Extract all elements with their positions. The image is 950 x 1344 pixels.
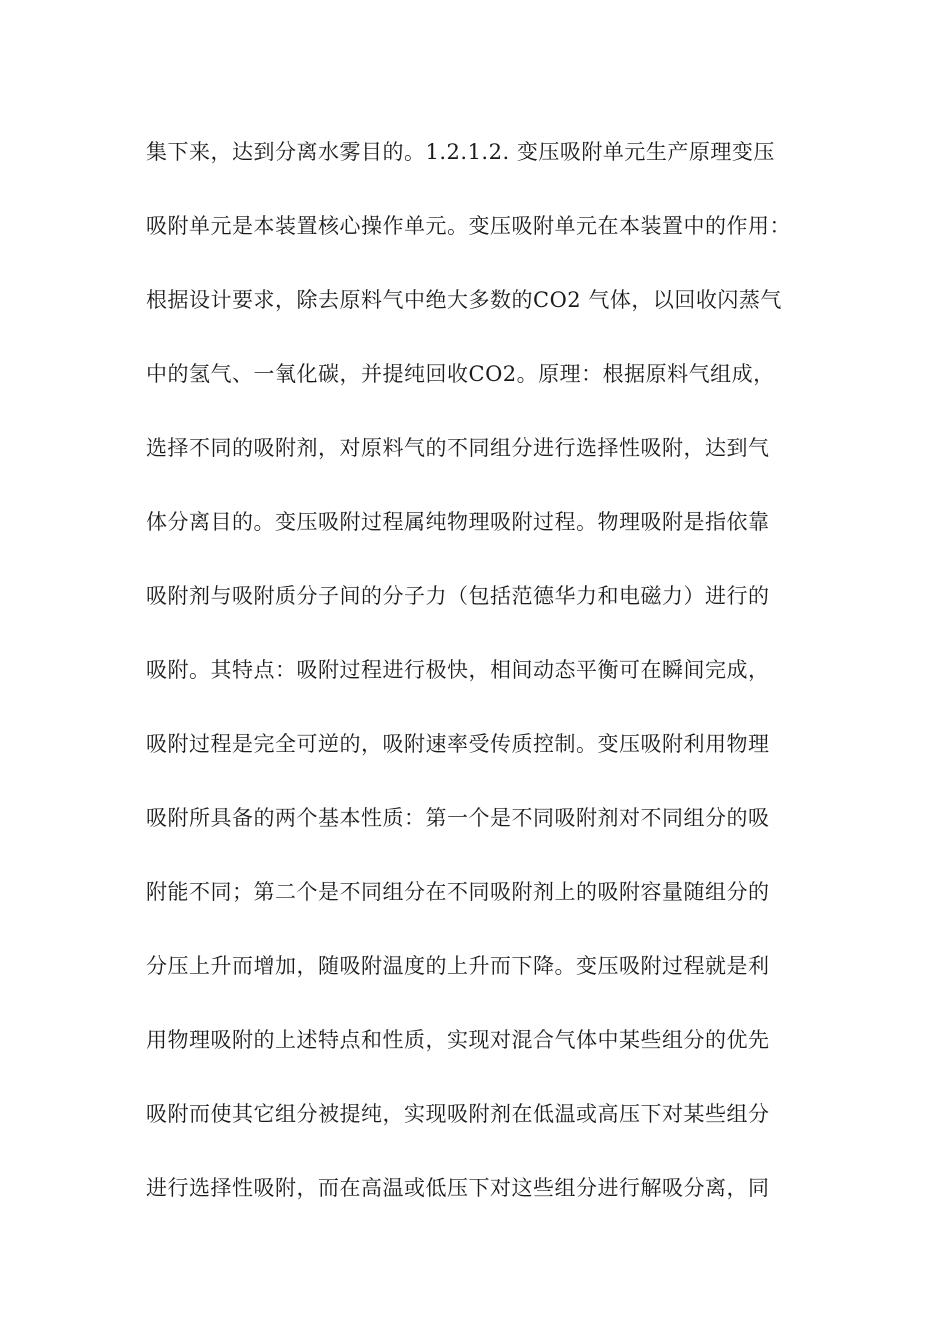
text-line-1: 集下来，达到分离水雾目的。1.2.1.2. 变压吸附单元生产原理变压 xyxy=(146,140,775,164)
text-line-2: 吸附单元是本装置核心操作单元。变压吸附单元在本装置中的作用： xyxy=(146,214,791,238)
text-line-13: 用物理吸附的上述特点和性质，实现对混合气体中某些组分的优先 xyxy=(146,1028,770,1052)
body-text xyxy=(146,130,826,1240)
text-line-12: 分压上升而增加，随吸附温度的上升而下降。变压吸附过程就是利 xyxy=(146,954,770,978)
text-line-8: 吸附。其特点：吸附过程进行极快，相间动态平衡可在瞬间完成， xyxy=(146,658,770,682)
text-line-9: 吸附过程是完全可逆的，吸附速率受传质控制。变压吸附利用物理 xyxy=(146,732,770,756)
text-line-4: 中的氢气、一氧化碳，并提纯回收CO2。原理：根据原料气组成， xyxy=(146,362,775,386)
text-line-14: 吸附而使其它组分被提纯，实现吸附剂在低温或高压下对某些组分 xyxy=(146,1102,770,1126)
text-line-11: 附能不同；第二个是不同组分在不同吸附剂上的吸附容量随组分的 xyxy=(146,880,770,904)
text-line-15: 进行选择性吸附，而在高温或低压下对这些组分进行解吸分离，同 xyxy=(146,1176,770,1200)
text-line-3: 根据设计要求，除去原料气中绝大多数的CO2 气体，以回收闪蒸气 xyxy=(146,288,782,312)
text-line-7: 吸附剂与吸附质分子间的分子力（包括范德华力和电磁力）进行的 xyxy=(146,584,770,608)
text-line-5: 选择不同的吸附剂，对原料气的不同组分进行选择性吸附，达到气 xyxy=(146,436,770,460)
text-line-6: 体分离目的。变压吸附过程属纯物理吸附过程。物理吸附是指依靠 xyxy=(146,510,770,534)
text-line-10: 吸附所具备的两个基本性质：第一个是不同吸附剂对不同组分的吸 xyxy=(146,806,770,830)
